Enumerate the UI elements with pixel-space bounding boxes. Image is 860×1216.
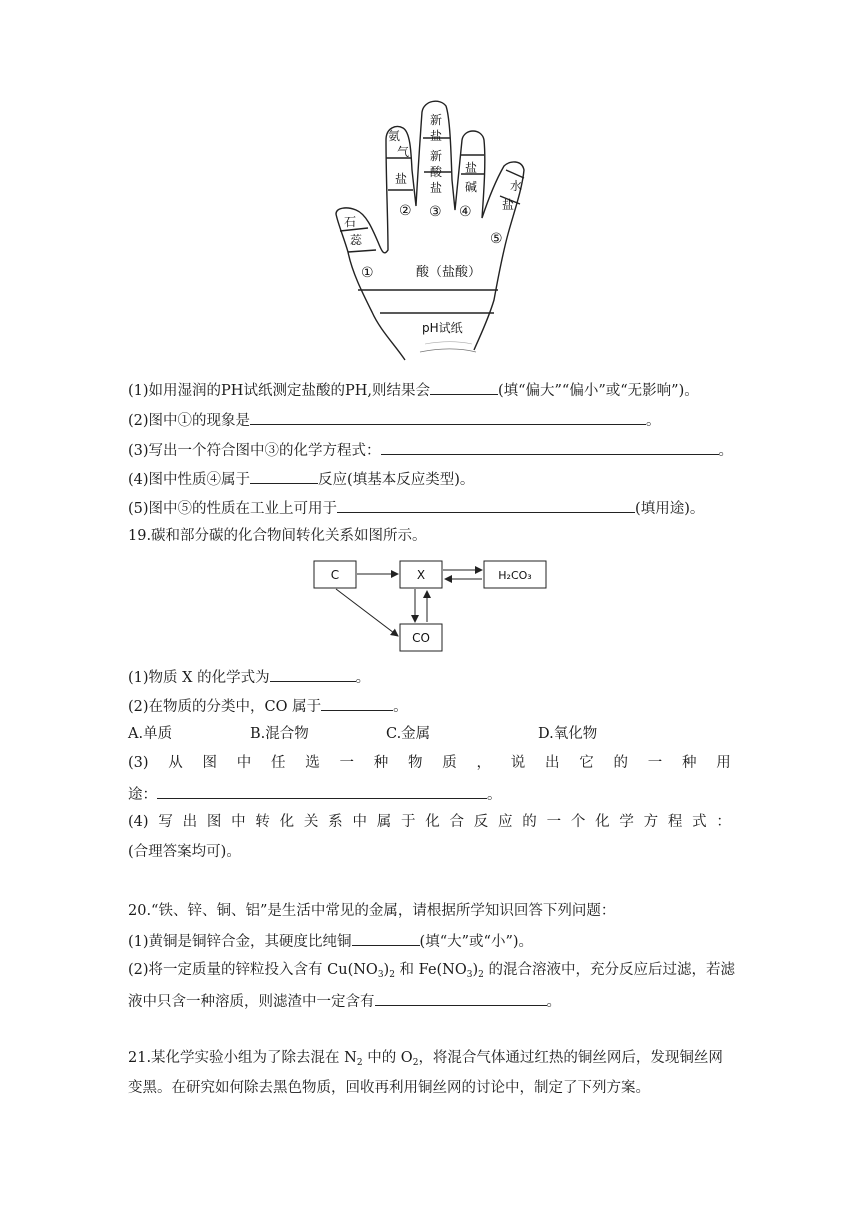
char: 用 (716, 755, 731, 771)
char: 应 (498, 814, 513, 830)
char: 从 (168, 755, 183, 771)
finger4-char-1: 碱 (465, 180, 478, 194)
answer-blank[interactable] (337, 497, 635, 513)
char: 学 (619, 814, 634, 830)
answer-blank[interactable] (157, 783, 487, 799)
char: 种 (682, 755, 697, 771)
char: (4) (128, 814, 149, 830)
marker-1: ① (361, 265, 374, 281)
finger2-char-2: 盐 (395, 172, 408, 186)
char: 中 (231, 814, 246, 830)
char: 转 (255, 814, 270, 830)
subscript: 3 (377, 970, 384, 980)
char: 一 (647, 755, 663, 771)
q19-item-3-prefix: 途： (128, 787, 157, 803)
q18-item-1-text: (1)如用湿润的PH试纸测定盐酸的PH,则结果会 (128, 383, 430, 399)
q21-line-1 (128, 1048, 723, 1073)
char: 合 (449, 814, 464, 830)
finger3-char-2: 新 (430, 149, 443, 163)
q19-item-4-line1 (128, 812, 731, 832)
char: 于 (400, 814, 416, 830)
q19-item-1-text: (1)物质 X 的化学式为 (128, 670, 270, 686)
char: 写 (158, 814, 173, 830)
text-fragment: 中的 O (362, 1050, 413, 1066)
option-a: A.单质 (128, 726, 173, 742)
q18-item-1 (128, 379, 699, 401)
marker-5: ⑤ (490, 231, 503, 247)
text-fragment: 和 Fe(NO (394, 962, 467, 978)
q20-item-2-line1 (128, 960, 735, 985)
q19-item-3-line1 (128, 753, 731, 773)
char: 出 (182, 814, 198, 830)
hand-diagram (0, 0, 860, 370)
subscript: 2 (412, 1058, 419, 1068)
char: ： (716, 814, 731, 830)
text-fragment: ) (472, 962, 479, 978)
q18-item-4-text: (4)图中性质④属于 (128, 472, 251, 488)
box-x-label: X (416, 568, 426, 582)
char: 程 (667, 814, 683, 830)
char: 式 (692, 814, 707, 830)
marker-4: ④ (459, 204, 472, 220)
char: 种 (373, 755, 389, 771)
char: 属 (376, 814, 392, 830)
char: 说 (510, 755, 526, 771)
q18-item-2 (128, 409, 661, 431)
q20-item-1-text: (1)黄铜是铜锌合金，其硬度比纯铜 (128, 934, 352, 950)
text-fragment: ) (383, 962, 390, 978)
char: 中 (352, 814, 367, 830)
marker-3: ③ (429, 204, 442, 220)
finger3-char-0: 新 (430, 113, 443, 127)
char: 的 (522, 814, 537, 830)
option-c: C.金属 (386, 726, 431, 742)
q19-item-4-line2: (合理答案均可)。 (128, 844, 241, 860)
q19-item-1-suffix: 。 (355, 670, 371, 686)
finger1-char-0: 石 (344, 215, 357, 229)
char: 图 (202, 755, 218, 771)
carbon-conversion-diagram (0, 556, 860, 656)
answer-blank[interactable] (321, 695, 393, 711)
text-fragment: ，将混合气体通过红热的铜丝网后，发现铜丝网 (418, 1050, 723, 1066)
char: 方 (643, 814, 659, 830)
wrist-label: pH试纸 (422, 321, 463, 335)
q20-item-2-text2: 液中只含一种溶质，则滤渣中一定含有 (128, 994, 375, 1010)
char: 反 (473, 814, 489, 830)
q20-item-2-line2 (128, 990, 561, 1012)
finger3-char-4: 盐 (430, 181, 443, 195)
q18-item-5 (128, 497, 704, 519)
char: 它 (579, 755, 594, 771)
marker-2: ② (399, 203, 412, 219)
answer-blank[interactable] (250, 409, 646, 425)
finger3-char-3: 酸 (430, 165, 443, 179)
finger2-char-0: 氨 (388, 129, 401, 143)
answer-blank[interactable] (430, 379, 498, 395)
box-c-label: C (330, 568, 340, 582)
finger1-char-1: 蕊 (350, 233, 363, 247)
q21-text: 21.某化学实验小组为了除去混在 N (128, 1050, 357, 1066)
subscript: 3 (466, 970, 473, 980)
char: 物 (408, 755, 423, 771)
q18-item-2-suffix: 。 (646, 413, 661, 429)
q20-title: 20.“铁、锌、铜、铝”是生活中常见的金属，请根据所学知识回答下列问题： (128, 903, 616, 919)
char: 的 (613, 755, 629, 771)
char: 一 (546, 814, 562, 830)
subscript: 2 (478, 970, 484, 980)
char: 系 (328, 814, 343, 830)
q18-item-2-text: (2)图中①的现象是 (128, 413, 251, 429)
q18-item-4-suffix: 反应(填基本反应类型)。 (318, 472, 475, 488)
q18-item-3 (128, 439, 733, 461)
q19-item-3-suffix: 。 (487, 787, 502, 803)
q20-item-1-suffix: (填“大”或“小”)。 (419, 934, 534, 950)
q18-item-3-text: (3)写出一个符合图中③的化学方程式： (128, 443, 381, 459)
q19-item-2-suffix: 。 (393, 699, 408, 715)
answer-blank[interactable] (270, 666, 356, 682)
q18-item-1-suffix: (填“偏大”“偏小”或“无影响”)。 (497, 383, 699, 399)
q19-item-1 (128, 666, 370, 688)
finger3-char-1: 盐 (430, 129, 443, 143)
arrow-c-to-co (336, 589, 398, 636)
char: 中 (236, 755, 252, 771)
text-fragment: 的混合溶液中，充分反应后过滤，若滤 (483, 962, 736, 978)
q19-item-3-line2 (128, 783, 502, 805)
char: 选 (305, 755, 320, 771)
box-co-label: CO (412, 631, 430, 645)
q20-item-2-text: (2)将一定质量的锌粒投入含有 Cu(NO (128, 962, 378, 978)
char: 化 (595, 814, 610, 830)
subscript: 2 (389, 970, 395, 980)
q20-item-1 (128, 930, 533, 952)
subscript: 2 (356, 1058, 363, 1068)
palm-label: 酸（盐酸） (416, 265, 482, 280)
finger5-char-0: 水 (510, 179, 523, 193)
finger4-char-0: 盐 (465, 161, 478, 175)
char: 任 (271, 755, 286, 771)
q20-item-2-suffix: 。 (546, 994, 561, 1010)
q18-item-5-text: (5)图中⑤的性质在工业上可用于 (128, 501, 338, 517)
answer-blank[interactable] (381, 439, 719, 455)
finger5-char-1: 盐 (502, 198, 515, 212)
q18-item-3-suffix: 。 (718, 443, 734, 459)
q19-item-2-text: (2)在物质的分类中，CO 属于 (128, 699, 322, 715)
q18-item-5-suffix: (填用途)。 (635, 501, 705, 517)
q19-title: 19.碳和部分碳的化合物间转化关系如图所示。 (128, 528, 427, 544)
option-b: B.混合物 (250, 726, 309, 742)
box-h2co3-label: H₂CO₃ (498, 569, 532, 582)
q19-item-2 (128, 695, 408, 717)
char: 出 (545, 755, 560, 771)
char: (3) (128, 755, 149, 771)
q18-item-4 (128, 468, 474, 490)
char: 质 (442, 755, 457, 771)
finger2-char-1: 气 (397, 145, 410, 159)
char: 化 (279, 814, 295, 830)
answer-blank[interactable] (375, 990, 547, 1006)
char: ， (476, 755, 492, 771)
answer-blank[interactable] (352, 930, 420, 946)
char: 一 (339, 755, 355, 771)
char: 图 (206, 814, 222, 830)
char: 关 (303, 814, 319, 830)
q21-line-2: 变黑。在研究如何除去黑色物质，回收再利用铜丝网的讨论中，制定了下列方案。 (128, 1080, 650, 1096)
char: 化 (425, 814, 440, 830)
answer-blank[interactable] (250, 468, 318, 484)
option-d: D.氧化物 (538, 726, 598, 742)
char: 个 (570, 814, 586, 830)
